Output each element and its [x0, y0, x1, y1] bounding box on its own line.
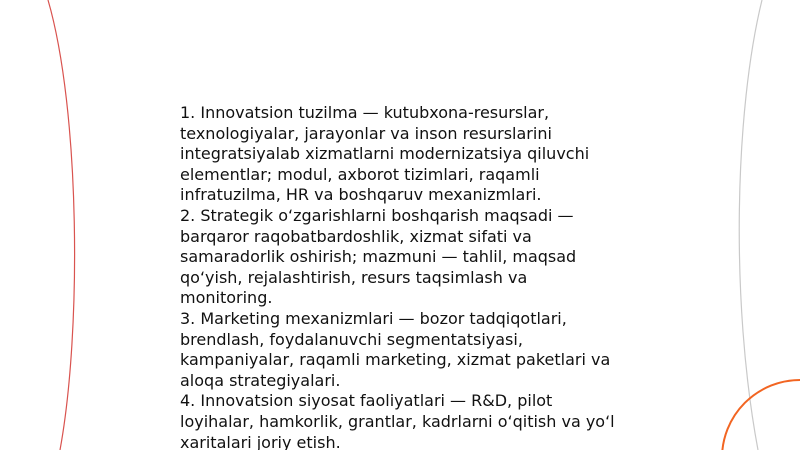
- left-decorative-arc: [48, 0, 75, 450]
- content-text: [180, 103, 620, 450]
- right-decorative-arc: [739, 0, 762, 450]
- list-item-1: 1. Innovatsion tuzilma — kutubxona-resurslar, texnologiyalar, jarayonlar va inson resurslarini integratsiyalab xizmatlarni modernizatsiya qiluvchi elementlar; modul, axborot tizimlari, raqamli infratuzilma, HR va boshqaruv mexanizmlari.: [180, 103, 590, 205]
- accent-circle: [722, 380, 800, 450]
- list-item-2: 2. Strategik o‘zgarishlarni boshqarish maqsadi — barqaror raqobatbardoshlik, xizmat sifati va samaradorlik oshirish; mazmuni — tahlil, maqsad qo‘yish, rejalashtirish, resurs taqsimlash va monitoring.: [180, 205, 577, 308]
- list-item-4: 4. Innovatsion siyosat faoliyatlari — R&D, pilot loyihalar, hamkorlik, grantlar, kadrlarni o‘qitish va yo‘l xaritalari joriy etish.: [180, 391, 615, 450]
- list-item-3: 3. Marketing mexanizmlari — bozor tadqiqotlari, brendlash, foydalanuvchi segmentatsiyasi, kampaniyalar, raqamli marketing, xizmat paketlari va aloqa strategiyalari.: [180, 308, 611, 390]
